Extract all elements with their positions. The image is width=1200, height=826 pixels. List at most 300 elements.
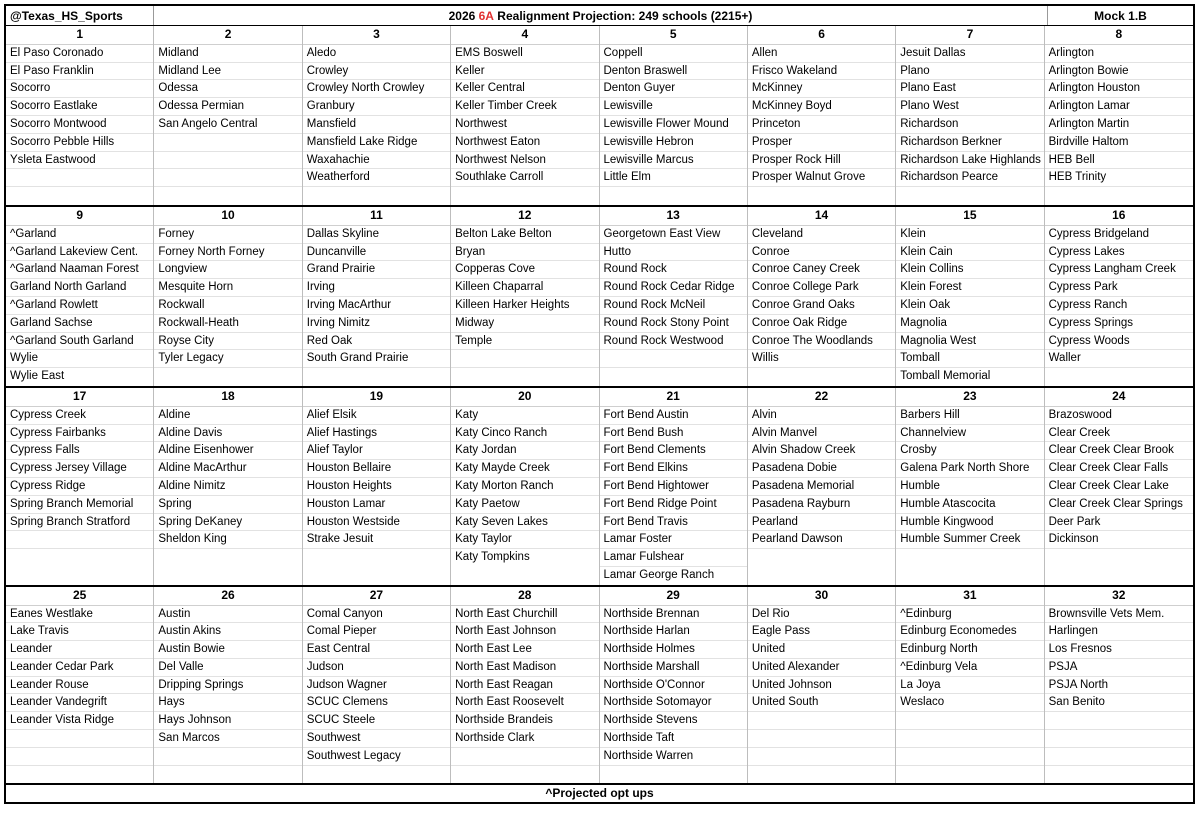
- school-cell: [451, 350, 598, 368]
- district-column: [451, 207, 599, 386]
- district-column: [896, 587, 1044, 784]
- school-cell: Hutto: [600, 244, 747, 262]
- school-cell: [748, 766, 895, 784]
- district-number: 11: [303, 207, 450, 226]
- school-cell: Judson: [303, 659, 450, 677]
- school-cell: Brownsville Vets Mem.: [1045, 606, 1193, 624]
- district-column: [154, 587, 302, 784]
- school-cell: Edinburg Economedes: [896, 623, 1043, 641]
- school-cell: Houston Bellaire: [303, 460, 450, 478]
- school-cell: Klein Cain: [896, 244, 1043, 262]
- school-cell: [748, 748, 895, 766]
- district-row-block: [6, 386, 1193, 585]
- school-cell: Garland North Garland: [6, 279, 153, 297]
- school-cell: North East Roosevelt: [451, 694, 598, 712]
- district-grid: [6, 26, 1193, 783]
- school-cell: [600, 368, 747, 386]
- school-cell: Rockwall: [154, 297, 301, 315]
- school-cell: [6, 549, 153, 567]
- school-cell: Northwest: [451, 116, 598, 134]
- school-cell: Cypress Ranch: [1045, 297, 1193, 315]
- school-cell: Southwest Legacy: [303, 748, 450, 766]
- title-suffix: Realignment Projection: 249 schools (2215+): [493, 8, 753, 23]
- school-cell: [451, 368, 598, 386]
- school-cell: Katy Seven Lakes: [451, 514, 598, 532]
- school-cell: Strake Jesuit: [303, 531, 450, 549]
- school-cell: [6, 169, 153, 187]
- school-cell: Conroe College Park: [748, 279, 895, 297]
- school-cell: Irving Nimitz: [303, 315, 450, 333]
- school-cell: Round Rock: [600, 261, 747, 279]
- school-cell: Cypress Ridge: [6, 478, 153, 496]
- school-cell: [303, 368, 450, 386]
- school-cell: Conroe: [748, 244, 895, 262]
- school-cell: Denton Braswell: [600, 63, 747, 81]
- district-number: 2: [154, 26, 301, 45]
- school-cell: Ysleta Eastwood: [6, 152, 153, 170]
- school-cell: Edinburg North: [896, 641, 1043, 659]
- school-cell: Sheldon King: [154, 531, 301, 549]
- school-cell: Los Fresnos: [1045, 641, 1193, 659]
- school-cell: San Marcos: [154, 730, 301, 748]
- district-number: 19: [303, 388, 450, 407]
- school-cell: [6, 187, 153, 205]
- title-classification: 6A: [478, 8, 494, 23]
- school-cell: Copperas Cove: [451, 261, 598, 279]
- school-cell: Round Rock Stony Point: [600, 315, 747, 333]
- school-cell: Fort Bend Travis: [600, 514, 747, 532]
- school-cell: [6, 748, 153, 766]
- school-cell: Katy Morton Ranch: [451, 478, 598, 496]
- school-cell: Brazoswood: [1045, 407, 1193, 425]
- school-cell: North East Madison: [451, 659, 598, 677]
- district-number: 5: [600, 26, 747, 45]
- school-cell: Richardson Pearce: [896, 169, 1043, 187]
- school-cell: Northside Brennan: [600, 606, 747, 624]
- district-number: 12: [451, 207, 598, 226]
- school-cell: [1045, 748, 1193, 766]
- district-number: 9: [6, 207, 153, 226]
- school-cell: Pearland: [748, 514, 895, 532]
- school-cell: [6, 531, 153, 549]
- district-number: 18: [154, 388, 301, 407]
- district-number: 31: [896, 587, 1043, 606]
- school-cell: Alvin Shadow Creek: [748, 442, 895, 460]
- school-cell: Cypress Woods: [1045, 333, 1193, 351]
- district-column: [303, 26, 451, 205]
- district-row-block: [6, 26, 1193, 205]
- district-number: 27: [303, 587, 450, 606]
- school-cell: Waller: [1045, 350, 1193, 368]
- school-cell: Klein Forest: [896, 279, 1043, 297]
- school-cell: Northside Sotomayor: [600, 694, 747, 712]
- school-cell: [303, 549, 450, 567]
- school-cell: [600, 766, 747, 784]
- school-cell: Little Elm: [600, 169, 747, 187]
- school-cell: Northside Holmes: [600, 641, 747, 659]
- school-cell: Magnolia West: [896, 333, 1043, 351]
- district-column: [1045, 388, 1193, 585]
- school-cell: Humble Summer Creek: [896, 531, 1043, 549]
- school-cell: [303, 766, 450, 784]
- school-cell: Magnolia: [896, 315, 1043, 333]
- district-column: [6, 388, 154, 585]
- school-cell: Lake Travis: [6, 623, 153, 641]
- school-cell: Deer Park: [1045, 514, 1193, 532]
- school-cell: Richardson Lake Highlands: [896, 152, 1043, 170]
- school-cell: Odessa Permian: [154, 98, 301, 116]
- district-column: [896, 207, 1044, 386]
- school-cell: Duncanville: [303, 244, 450, 262]
- district-column: [748, 587, 896, 784]
- school-cell: Dripping Springs: [154, 677, 301, 695]
- school-cell: [154, 766, 301, 784]
- district-number: 15: [896, 207, 1043, 226]
- district-column: [303, 207, 451, 386]
- school-cell: Alief Elsik: [303, 407, 450, 425]
- school-cell: Round Rock Cedar Ridge: [600, 279, 747, 297]
- school-cell: Clear Creek Clear Falls: [1045, 460, 1193, 478]
- school-cell: Jesuit Dallas: [896, 45, 1043, 63]
- school-cell: Richardson: [896, 116, 1043, 134]
- school-cell: Clear Creek Clear Brook: [1045, 442, 1193, 460]
- school-cell: Irving MacArthur: [303, 297, 450, 315]
- school-cell: Fort Bend Ridge Point: [600, 496, 747, 514]
- school-cell: Lewisville Flower Mound: [600, 116, 747, 134]
- school-cell: Socorro Montwood: [6, 116, 153, 134]
- district-column: [896, 26, 1044, 205]
- school-cell: United Alexander: [748, 659, 895, 677]
- title-prefix: 2026: [448, 8, 479, 23]
- school-cell: Spring DeKaney: [154, 514, 301, 532]
- school-cell: [154, 169, 301, 187]
- district-column: [6, 207, 154, 386]
- school-cell: ^Garland Naaman Forest: [6, 261, 153, 279]
- school-cell: Cypress Bridgeland: [1045, 226, 1193, 244]
- school-cell: [451, 748, 598, 766]
- school-cell: [748, 368, 895, 386]
- school-cell: Northside Marshall: [600, 659, 747, 677]
- school-cell: [896, 730, 1043, 748]
- school-cell: [6, 766, 153, 784]
- school-cell: Forney North Forney: [154, 244, 301, 262]
- school-cell: Frisco Wakeland: [748, 63, 895, 81]
- district-column: [154, 26, 302, 205]
- school-cell: Cypress Jersey Village: [6, 460, 153, 478]
- school-cell: East Central: [303, 641, 450, 659]
- school-cell: Katy Taylor: [451, 531, 598, 549]
- school-cell: Harlingen: [1045, 623, 1193, 641]
- school-cell: HEB Trinity: [1045, 169, 1193, 187]
- school-cell: Cypress Langham Creek: [1045, 261, 1193, 279]
- school-cell: South Grand Prairie: [303, 350, 450, 368]
- school-cell: [600, 350, 747, 368]
- school-cell: Leander Rouse: [6, 677, 153, 695]
- district-number: 1: [6, 26, 153, 45]
- district-column: [1045, 587, 1193, 784]
- school-cell: Socorro: [6, 80, 153, 98]
- school-cell: Northwest Nelson: [451, 152, 598, 170]
- school-cell: PSJA: [1045, 659, 1193, 677]
- school-cell: Leander Vista Ridge: [6, 712, 153, 730]
- district-number: 4: [451, 26, 598, 45]
- school-cell: United South: [748, 694, 895, 712]
- account-handle: @Texas_HS_Sports: [6, 6, 154, 25]
- school-cell: Klein Collins: [896, 261, 1043, 279]
- school-cell: [154, 748, 301, 766]
- school-cell: United: [748, 641, 895, 659]
- footnote: ^Projected opt ups: [6, 783, 1193, 802]
- school-cell: Prosper Walnut Grove: [748, 169, 895, 187]
- school-cell: Temple: [451, 333, 598, 351]
- school-cell: Mansfield Lake Ridge: [303, 134, 450, 152]
- school-cell: Denton Guyer: [600, 80, 747, 98]
- school-cell: Conroe Grand Oaks: [748, 297, 895, 315]
- school-cell: Alief Hastings: [303, 425, 450, 443]
- school-cell: Austin: [154, 606, 301, 624]
- school-cell: North East Reagan: [451, 677, 598, 695]
- school-cell: Mesquite Horn: [154, 279, 301, 297]
- district-column: [748, 207, 896, 386]
- school-cell: Del Rio: [748, 606, 895, 624]
- school-cell: [748, 187, 895, 205]
- school-cell: McKinney Boyd: [748, 98, 895, 116]
- school-cell: Granbury: [303, 98, 450, 116]
- school-cell: Round Rock McNeil: [600, 297, 747, 315]
- district-number: 6: [748, 26, 895, 45]
- school-cell: Lamar George Ranch: [603, 568, 715, 581]
- district-number: 24: [1045, 388, 1193, 407]
- district-column: [303, 587, 451, 784]
- school-cell: Northside O'Connor: [600, 677, 747, 695]
- school-cell: [1045, 368, 1193, 386]
- school-cell: Pasadena Dobie: [748, 460, 895, 478]
- school-cell: United Johnson: [748, 677, 895, 695]
- district-column: [600, 26, 748, 205]
- school-cell: La Joya: [896, 677, 1043, 695]
- school-cell: [748, 549, 895, 567]
- school-cell: Eagle Pass: [748, 623, 895, 641]
- school-cell: Northside Warren: [600, 748, 747, 766]
- school-cell: North East Johnson: [451, 623, 598, 641]
- district-number: 3: [303, 26, 450, 45]
- school-cell: Katy Paetow: [451, 496, 598, 514]
- school-cell: Waxahachie: [303, 152, 450, 170]
- school-cell: Longview: [154, 261, 301, 279]
- school-cell: Tyler Legacy: [154, 350, 301, 368]
- district-column: [600, 207, 748, 386]
- school-cell: Katy Jordan: [451, 442, 598, 460]
- school-cell: Humble Kingwood: [896, 514, 1043, 532]
- school-cell: Pasadena Rayburn: [748, 496, 895, 514]
- school-cell: Royse City: [154, 333, 301, 351]
- district-number: 10: [154, 207, 301, 226]
- school-cell: Alvin: [748, 407, 895, 425]
- school-cell: EMS Boswell: [451, 45, 598, 63]
- school-cell: Prosper Rock Hill: [748, 152, 895, 170]
- school-cell: Katy Cinco Ranch: [451, 425, 598, 443]
- school-cell: Tomball: [896, 350, 1043, 368]
- school-cell: [896, 187, 1043, 205]
- school-cell: Comal Pieper: [303, 623, 450, 641]
- school-cell: [1045, 712, 1193, 730]
- school-cell: Eanes Westlake: [6, 606, 153, 624]
- school-cell: Socorro Pebble Hills: [6, 134, 153, 152]
- district-column: [896, 388, 1044, 585]
- school-cell: Weslaco: [896, 694, 1043, 712]
- school-cell: Alvin Manvel: [748, 425, 895, 443]
- school-cell: HEB Bell: [1045, 152, 1193, 170]
- school-cell: [896, 549, 1043, 567]
- school-cell: SCUC Clemens: [303, 694, 450, 712]
- district-row-block: [6, 205, 1193, 386]
- school-cell: Katy: [451, 407, 598, 425]
- school-cell: [1045, 549, 1193, 567]
- school-cell: Richardson Berkner: [896, 134, 1043, 152]
- school-cell: Aldine Eisenhower: [154, 442, 301, 460]
- district-number: 22: [748, 388, 895, 407]
- school-cell: Cypress Springs: [1045, 315, 1193, 333]
- school-cell: Weatherford: [303, 169, 450, 187]
- school-cell: Keller Timber Creek: [451, 98, 598, 116]
- school-cell: Cypress Falls: [6, 442, 153, 460]
- district-row-block: [6, 585, 1193, 784]
- school-cell: Dallas Skyline: [303, 226, 450, 244]
- school-cell: Klein Oak: [896, 297, 1043, 315]
- school-cell: [154, 152, 301, 170]
- school-cell: Southlake Carroll: [451, 169, 598, 187]
- school-cell: [896, 748, 1043, 766]
- school-cell: Midway: [451, 315, 598, 333]
- district-number: 16: [1045, 207, 1193, 226]
- district-column: [748, 26, 896, 205]
- school-cell: Cypress Creek: [6, 407, 153, 425]
- school-cell: [1045, 730, 1193, 748]
- school-cell: Round Rock Westwood: [600, 333, 747, 351]
- school-cell: Lamar Foster: [600, 531, 747, 549]
- school-cell: Conroe Oak Ridge: [748, 315, 895, 333]
- school-cell: Arlington: [1045, 45, 1193, 63]
- school-cell: Forney: [154, 226, 301, 244]
- school-cell: Northside Stevens: [600, 712, 747, 730]
- school-cell: McKinney: [748, 80, 895, 98]
- sheet-header: [6, 6, 1193, 26]
- school-cell: [896, 712, 1043, 730]
- district-number: 23: [896, 388, 1043, 407]
- school-cell: Cypress Fairbanks: [6, 425, 153, 443]
- school-cell: Conroe Caney Creek: [748, 261, 895, 279]
- school-cell: Killeen Harker Heights: [451, 297, 598, 315]
- school-cell: San Benito: [1045, 694, 1193, 712]
- district-column: [600, 388, 748, 585]
- school-cell: [451, 766, 598, 784]
- district-column: [6, 587, 154, 784]
- school-cell: Dickinson: [1045, 531, 1193, 549]
- school-cell: [1045, 766, 1193, 784]
- school-cell: North East Churchill: [451, 606, 598, 624]
- district-column: [451, 587, 599, 784]
- school-cell: Keller Central: [451, 80, 598, 98]
- school-cell: Northside Harlan: [600, 623, 747, 641]
- school-cell: ^Edinburg: [896, 606, 1043, 624]
- school-cell: Austin Bowie: [154, 641, 301, 659]
- school-cell: [303, 187, 450, 205]
- school-cell: Midland: [154, 45, 301, 63]
- school-cell: Killeen Chaparral: [451, 279, 598, 297]
- school-cell: Prosper: [748, 134, 895, 152]
- school-cell: ^Garland South Garland: [6, 333, 153, 351]
- school-cell: [1045, 187, 1193, 205]
- school-cell: Rockwall-Heath: [154, 315, 301, 333]
- school-cell: Aledo: [303, 45, 450, 63]
- district-number: 7: [896, 26, 1043, 45]
- school-cell: Klein: [896, 226, 1043, 244]
- district-number: 26: [154, 587, 301, 606]
- school-cell: Plano East: [896, 80, 1043, 98]
- district-number: 25: [6, 587, 153, 606]
- school-cell: Austin Akins: [154, 623, 301, 641]
- school-cell: Katy Tompkins: [455, 551, 530, 564]
- school-cell: Northside Taft: [600, 730, 747, 748]
- school-cell: [154, 549, 301, 567]
- school-cell: Grand Prairie: [303, 261, 450, 279]
- school-cell: San Angelo Central: [154, 116, 301, 134]
- school-cell: ^Edinburg Vela: [896, 659, 1043, 677]
- school-cell: Clear Creek: [1045, 425, 1193, 443]
- school-cell: Aldine Davis: [154, 425, 301, 443]
- school-cell: Irving: [303, 279, 450, 297]
- school-cell: SCUC Steele: [303, 712, 450, 730]
- school-cell: Northside Clark: [451, 730, 598, 748]
- school-cell: Humble: [896, 478, 1043, 496]
- school-cell: Wylie East: [10, 370, 65, 383]
- district-column: [303, 388, 451, 585]
- school-cell: ^Garland: [6, 226, 153, 244]
- school-cell: Alief Taylor: [303, 442, 450, 460]
- district-column: [451, 388, 599, 585]
- school-cell: Aldine Nimitz: [154, 478, 301, 496]
- school-cell: Spring: [154, 496, 301, 514]
- school-cell: ^Garland Rowlett: [6, 297, 153, 315]
- school-cell: Katy Mayde Creek: [451, 460, 598, 478]
- school-cell: Red Oak: [303, 333, 450, 351]
- school-cell: Cypress Park: [1045, 279, 1193, 297]
- school-cell: Judson Wagner: [303, 677, 450, 695]
- school-cell: Fort Bend Elkins: [600, 460, 747, 478]
- district-number: 13: [600, 207, 747, 226]
- school-cell: Pearland Dawson: [748, 531, 895, 549]
- district-number: 17: [6, 388, 153, 407]
- school-cell: Fort Bend Austin: [600, 407, 747, 425]
- school-cell: Plano: [896, 63, 1043, 81]
- school-cell: Spring Branch Memorial: [6, 496, 153, 514]
- school-cell: Allen: [748, 45, 895, 63]
- school-cell: [748, 712, 895, 730]
- district-number: 20: [451, 388, 598, 407]
- school-cell: Mansfield: [303, 116, 450, 134]
- school-cell: Houston Westside: [303, 514, 450, 532]
- school-cell: Channelview: [896, 425, 1043, 443]
- school-cell: Crowley North Crowley: [303, 80, 450, 98]
- school-cell: Clear Creek Clear Springs: [1045, 496, 1193, 514]
- school-cell: Crowley: [303, 63, 450, 81]
- school-cell: [6, 730, 153, 748]
- school-cell: Midland Lee: [154, 63, 301, 81]
- school-cell: Aldine: [154, 407, 301, 425]
- school-cell: Hays: [154, 694, 301, 712]
- school-cell: [154, 187, 301, 205]
- school-cell: Lamar Fulshear: [600, 549, 747, 567]
